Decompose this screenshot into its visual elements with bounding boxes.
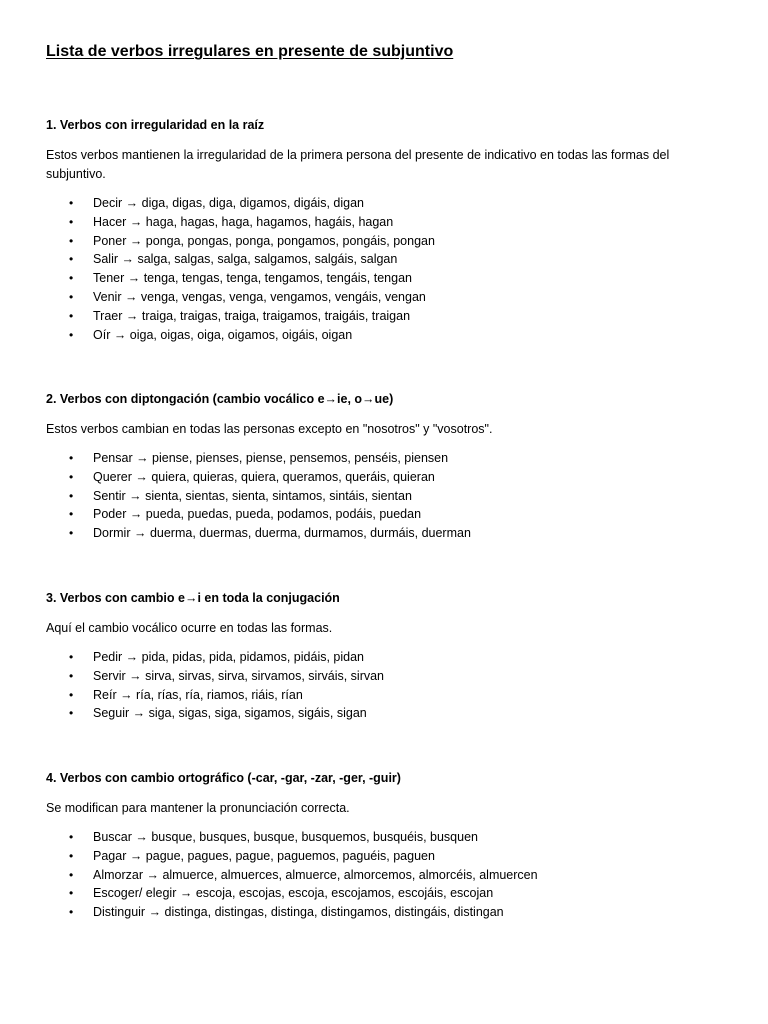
verb-conjugation: Pagar → pague, pagues, pague, paguemos, paguéis, paguen (93, 848, 435, 863)
document-title: Lista de verbos irregulares en presente de subjuntivo (46, 43, 454, 60)
list-item (46, 903, 726, 922)
section-orthographic-change (46, 770, 726, 922)
verb-conjugation: Reír → ría, rías, ría, riamos, riáis, rían (93, 687, 303, 702)
verb-conjugation: Pedir → pida, pidas, pida, pidamos, pidáis, pidan (93, 650, 364, 664)
bullet-icon: • (69, 233, 74, 248)
list-item (46, 213, 726, 232)
list-item (46, 686, 726, 705)
list-item (46, 704, 726, 723)
section-heading: 2. Verbos con diptongación (cambio vocálico e→ie, o→ue) (46, 392, 394, 406)
list-item (46, 487, 726, 506)
section-intro: Estos verbos mantienen la irregularidad de la primera persona del presente de indicativo en todas las formas del subjuntivo. (46, 148, 670, 181)
section-irregular-root (46, 117, 726, 344)
list-item (46, 866, 726, 885)
verb-conjugation: Querer → quiera, quieras, quiera, queramos, queráis, quieran (93, 469, 435, 484)
section-e-to-i (46, 590, 726, 723)
bullet-icon: • (69, 848, 74, 863)
list-item (46, 828, 726, 847)
bullet-icon: • (69, 526, 74, 541)
verb-list (46, 449, 726, 543)
list-item (46, 250, 726, 269)
bullet-icon: • (69, 196, 74, 210)
bullet-icon: • (69, 308, 74, 323)
list-item (46, 884, 726, 903)
bullet-icon: • (69, 469, 74, 484)
list-item (46, 307, 726, 326)
bullet-icon: • (69, 650, 74, 664)
bullet-icon: • (69, 668, 74, 683)
bullet-icon: • (69, 451, 74, 465)
section-intro: Estos verbos cambian en todas las personas excepto en "nosotros" y "vosotros". (46, 422, 493, 436)
list-item (46, 194, 726, 213)
section-intro: Se modifican para mantener la pronunciación correcta. (46, 801, 350, 815)
list-item (46, 505, 726, 524)
bullet-icon: • (69, 252, 74, 267)
bullet-icon: • (69, 488, 74, 503)
verb-list (46, 648, 726, 723)
list-item (46, 449, 726, 468)
verb-conjugation: Buscar → busque, busques, busque, busquemos, busquéis, busquen (93, 830, 478, 844)
bullet-icon: • (69, 271, 74, 286)
verb-conjugation: Poder → pueda, puedas, pueda, podamos, podáis, puedan (93, 507, 422, 522)
verb-conjugation: Seguir → siga, sigas, siga, sigamos, sigáis, sigan (93, 706, 367, 721)
verb-conjugation: Almorzar → almuerce, almuerces, almuerce, almorcemos, almorcéis, almuercen (93, 867, 538, 882)
verb-conjugation: Oír → oiga, oigas, oiga, oigamos, oigáis, oigan (93, 327, 353, 342)
list-item (46, 524, 726, 543)
section-heading: 4. Verbos con cambio ortográfico (-car, -gar, -zar, -ger, -guir) (46, 771, 401, 785)
bullet-icon: • (69, 687, 74, 702)
verb-conjugation: Poner → ponga, pongas, ponga, pongamos, pongáis, pongan (93, 233, 435, 248)
list-item (46, 847, 726, 866)
list-item (46, 232, 726, 251)
verb-list (46, 828, 726, 922)
section-heading: 1. Verbos con irregularidad en la raíz (46, 118, 265, 132)
bullet-icon: • (69, 507, 74, 522)
verb-conjugation: Dormir → duerma, duermas, duerma, durmamos, durmáis, duerman (93, 526, 471, 541)
list-item (46, 326, 726, 345)
section-diphthong (46, 391, 726, 543)
verb-conjugation: Tener → tenga, tengas, tenga, tengamos, tengáis, tengan (93, 271, 412, 286)
bullet-icon: • (69, 886, 74, 901)
bullet-icon: • (69, 289, 74, 304)
verb-conjugation: Traer → traiga, traigas, traiga, traigamos, traigáis, traigan (93, 308, 411, 323)
list-item (46, 648, 726, 667)
verb-conjugation: Escoger/ elegir → escoja, escojas, escoja, escojamos, escojáis, escojan (93, 886, 494, 901)
verb-conjugation: Pensar → piense, pienses, piense, pensemos, penséis, piensen (93, 451, 449, 465)
list-item (46, 468, 726, 487)
bullet-icon: • (69, 214, 74, 229)
list-item (46, 667, 726, 686)
verb-conjugation: Decir → diga, digas, diga, digamos, digáis, digan (93, 196, 364, 210)
section-heading: 3. Verbos con cambio e→i en toda la conjugación (46, 591, 340, 605)
verb-list (46, 194, 726, 344)
verb-conjugation: Sentir → sienta, sientas, sienta, sintamos, sintáis, sientan (93, 488, 412, 503)
bullet-icon: • (69, 867, 74, 882)
verb-conjugation: Servir → sirva, sirvas, sirva, sirvamos, sirváis, sirvan (93, 668, 385, 683)
list-item (46, 269, 726, 288)
verb-conjugation: Salir → salga, salgas, salga, salgamos, salgáis, salgan (93, 252, 398, 267)
bullet-icon: • (69, 706, 74, 721)
bullet-icon: • (69, 830, 74, 844)
verb-conjugation: Hacer → haga, hagas, haga, hagamos, hagáis, hagan (93, 214, 394, 229)
bullet-icon: • (69, 905, 74, 920)
list-item (46, 288, 726, 307)
verb-conjugation: Venir → venga, vengas, venga, vengamos, vengáis, vengan (93, 289, 426, 304)
verb-conjugation: Distinguir → distinga, distingas, distinga, distingamos, distingáis, distingan (93, 905, 504, 920)
bullet-icon: • (69, 327, 74, 342)
section-intro: Aquí el cambio vocálico ocurre en todas las formas. (46, 621, 333, 635)
